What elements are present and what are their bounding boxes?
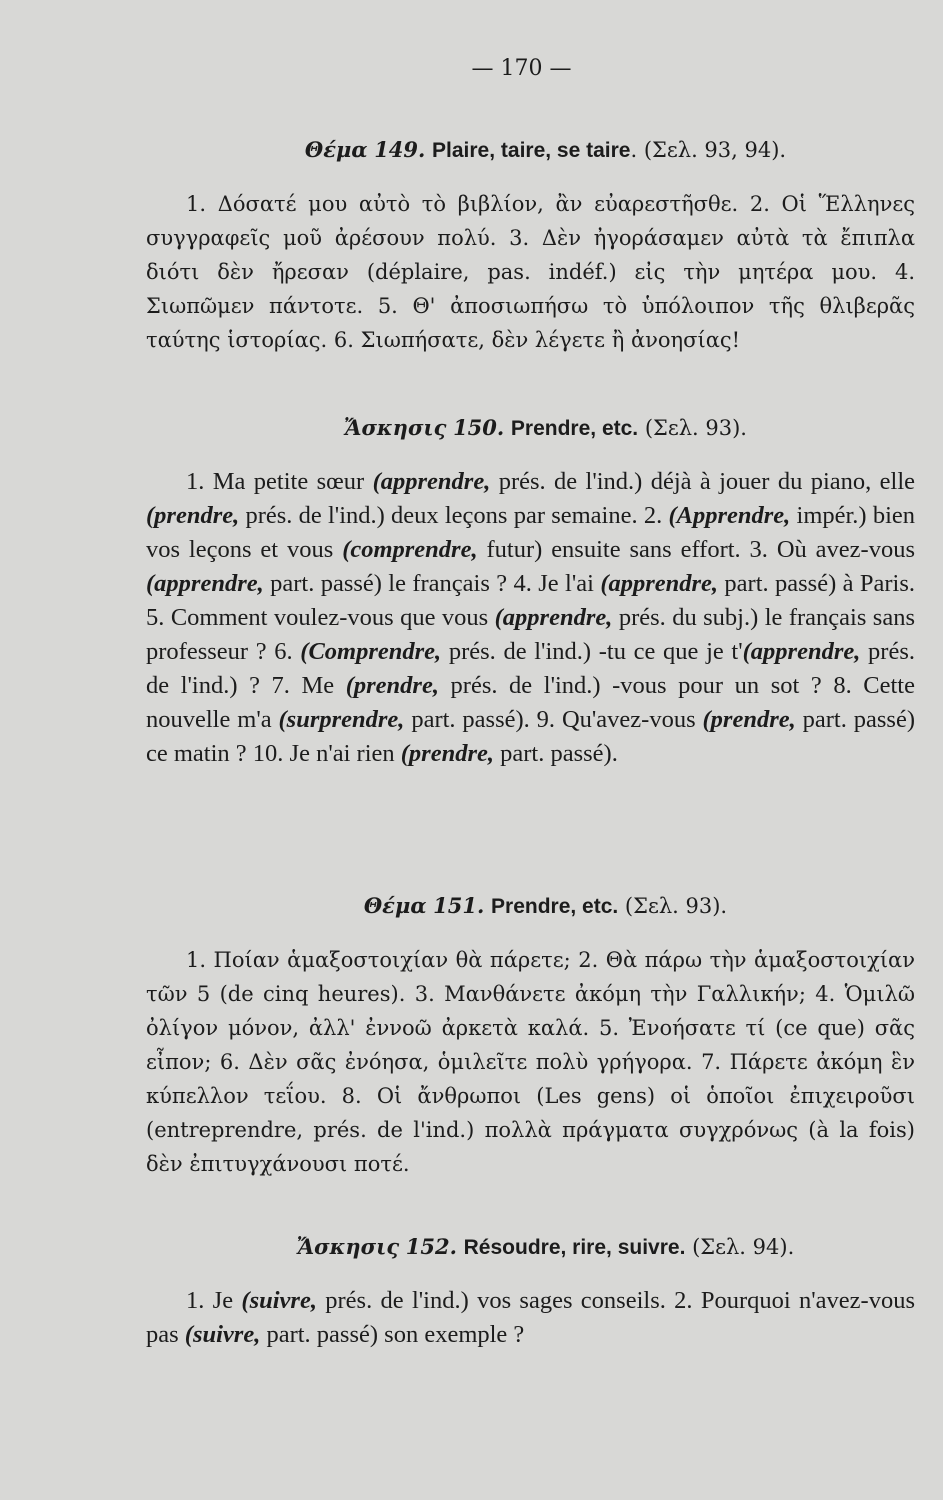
text-run: prés. de l'ind.) deux leçons par semaine. 2. (239, 502, 669, 529)
text-run: part. passé). 9. Qu'avez-vous (404, 706, 703, 733)
verb-prompt: (comprendre, (342, 536, 478, 563)
text-run: prés. de l'ind.) -tu ce que je t' (441, 638, 743, 665)
heading-number: 152. (405, 1234, 457, 1259)
verb-prompt: (surprendre, (278, 706, 405, 733)
verb-prompt: (apprendre, (372, 468, 491, 495)
text-run: 1. Je (186, 1287, 242, 1314)
section-heading (146, 137, 915, 163)
text-run: futur) ensuite sans effort. 3. Où avez-vous (477, 536, 915, 563)
exercise-text (146, 1284, 915, 1352)
heading-kind: Θέμα (363, 893, 427, 918)
heading-number: 149. (374, 137, 426, 162)
text-run: part. passé) son exemple ? (260, 1321, 525, 1348)
exercise-text (146, 465, 915, 771)
page-number: — 170 — (471, 56, 572, 81)
heading-kind: Ἄσκησις (343, 415, 447, 440)
heading-number: 150. (453, 415, 505, 440)
section-theme-149 (146, 137, 915, 357)
section-theme-151 (146, 893, 915, 1181)
verb-prompt: (prendre, (146, 502, 240, 529)
text-run: prés. de l'ind.) vos sages conseils. 2. Pourquoi n'avez-vous pas (146, 1287, 915, 1348)
text-run: part. passé). (494, 740, 618, 767)
text-run: impér.) bien vos leçons et vous (146, 502, 915, 563)
text-run: 1. Ma petite sœur (186, 468, 373, 495)
exercise-text: 1. Ποίαν ἁμαξοστοιχίαν θὰ πάρετε; 2. Θὰ πάρω τὴν ἁμαξοστοιχίαν τῶν 5 (de cinq heures). 3. Μανθάνετε ἀκόμη τὴν Γαλλικήν; 4. Ὁμιλῶ ὀλίγον μόνον, ἀλλ' ἐννοῶ ἀρκετὰ καλά. 5. Ἐνοήσατε τί (ce que) σᾶς εἶπον; 6. Δὲν σᾶς ἐνόησα, ὁμιλεῖτε πολὺ γρήγορα. 7. Πάρετε ἀκόμη ἓν κύπελλον τεΐου. 8. Οἱ ἄνθρωποι (Les gens) οἱ ὁποῖοι ἐπιχειροῦσι (entreprendre, prés. de l'ind.) πολλὰ πράγματα συγχρόνως (à la fois) δὲν ἐπιτυγχάνουσι ποτέ. (146, 948, 915, 1176)
section-exercise-152 (146, 1234, 915, 1352)
section-exercise-150 (146, 415, 915, 771)
text-run: part. passé) à Paris. 5. Comment voulez-vous que vous (146, 570, 915, 631)
heading-title: Prendre, etc. (491, 895, 619, 918)
text-run: prés. de l'ind.) déjà à jouer du piano, elle (490, 468, 915, 495)
verb-prompt: (suivre, (184, 1321, 261, 1348)
heading-title: Prendre, etc. (510, 417, 639, 440)
verb-prompt: (apprendre, (742, 638, 861, 665)
verb-prompt: (suivre, (241, 1287, 317, 1314)
heading-reference: . (Σελ. 93, 94). (630, 138, 787, 162)
verb-prompt: (apprendre, (146, 570, 264, 597)
verb-prompt: (apprendre, (600, 570, 719, 597)
exercise-text: 1. Δόσατέ μου αὐτὸ τὸ βιβλίον, ἂν εὐαρεστῆσθε. 2. Οἱ Ἕλληνες συγγραφεῖς μοῦ ἀρέσουν πολύ. 3. Δὲν ἠγοράσαμεν αὐτὰ τὰ ἔπιπλα διότι δὲν ἤρεσαν (déplaire, pas. indéf.) εἰς τὴν μητέρα μου. 4. Σιωπῶμεν πάντοτε. 5. Θ' ἀποσιωπήσω τὸ ὑπόλοιπον τῆς θλιβερᾶς ταύτης ἱστορίας. 6. Σιωπήσατε, δὲν λέγετε ἢ ἀνοησίας! (146, 192, 915, 352)
verb-prompt: (prendre, (702, 706, 796, 733)
text-run: prés. du subj.) le français sans professeur ? 6. (146, 604, 915, 665)
heading-kind: Ἄσκησις (296, 1234, 400, 1259)
heading-title: Résoudre, rire, suivre. (463, 1236, 686, 1259)
verb-prompt: (prendre, (400, 740, 494, 767)
section-heading (146, 1234, 915, 1260)
heading-reference: (Σελ. 93). (618, 894, 728, 918)
verb-prompt: (apprendre, (494, 604, 613, 631)
section-heading (146, 415, 915, 441)
heading-reference: (Σελ. 93). (638, 416, 747, 440)
verb-prompt: (Comprendre, (300, 638, 442, 665)
section-heading (146, 893, 915, 919)
verb-prompt: (Apprendre, (668, 502, 791, 529)
verb-prompt: (prendre, (345, 672, 439, 699)
heading-title: Plaire, taire, se taire (432, 139, 631, 162)
text-run: prés. de l'ind.) ? 7. Me (146, 638, 915, 699)
heading-kind: Θέμα (304, 137, 368, 162)
heading-reference: (Σελ. 94). (685, 1235, 795, 1259)
text-run: part. passé) ce matin ? 10. Je n'ai rien (146, 706, 915, 767)
text-run: prés. de l'ind.) -vous pour un sot ? 8. Cette nouvelle m'a (146, 672, 915, 733)
text-run: part. passé) le français ? 4. Je l'ai (263, 570, 601, 597)
heading-number: 151. (433, 893, 485, 918)
